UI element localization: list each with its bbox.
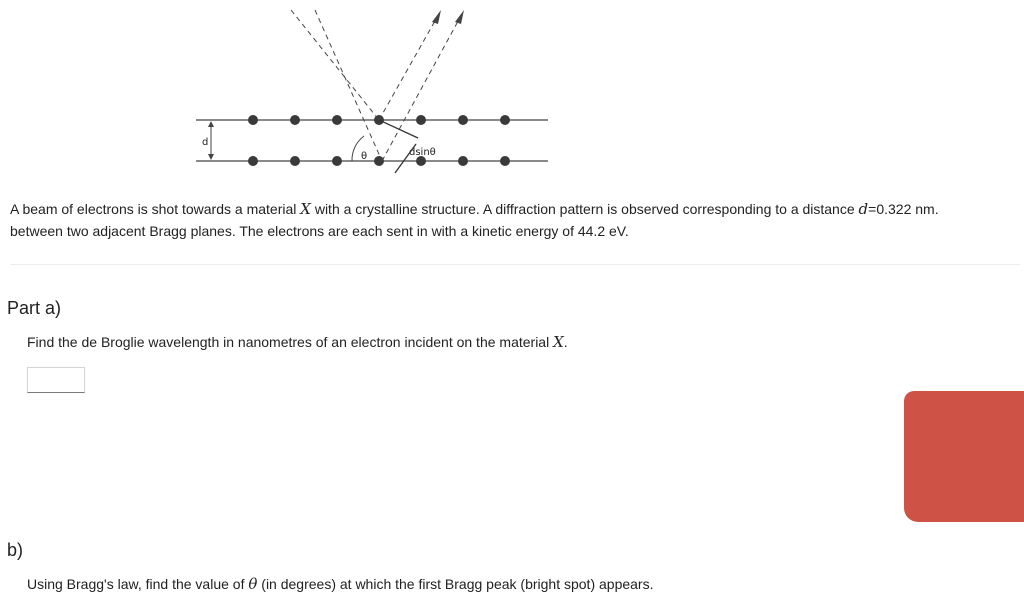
problem-statement — [10, 198, 1020, 242]
variable-x: X — [553, 333, 564, 351]
part-b-question-end: (in degrees) at which the first Bragg peak (bright spot) appears. — [257, 576, 654, 592]
reflected-arrow-2 — [455, 10, 464, 24]
bragg-diffraction-diagram — [0, 0, 1024, 190]
atom — [416, 115, 426, 125]
incident-ray-1 — [291, 10, 379, 120]
part-a-heading: Part a) — [7, 298, 62, 318]
atom — [290, 115, 300, 125]
problem-text-1: A beam of electrons is shot towards a material — [10, 201, 301, 217]
variable-theta: θ — [248, 575, 258, 593]
part-b-question-text: Using Bragg's law, find the value of — [27, 576, 249, 592]
spacing-arrow-up — [208, 121, 214, 127]
reflected-arrow-1 — [432, 10, 441, 24]
atom — [458, 115, 468, 125]
atom — [332, 156, 342, 166]
atom — [248, 156, 258, 166]
part-a-question-text: Find the de Broglie wavelength in nanometres of an electron incident on the material — [27, 334, 554, 350]
part-a-question-end: . — [563, 334, 568, 350]
distance-value: =0.322 nm. — [868, 201, 939, 217]
variable-x: X — [300, 200, 311, 218]
part-a-question — [27, 333, 568, 351]
label-theta: θ — [361, 151, 368, 162]
section-divider — [10, 264, 1020, 265]
label-dsin: dsinθ — [409, 147, 436, 158]
reflected-ray-1 — [379, 12, 440, 120]
part-a-answer-input[interactable] — [27, 367, 85, 393]
reflected-ray-2 — [382, 12, 463, 161]
atom — [290, 156, 300, 166]
incident-ray-2 — [315, 10, 382, 161]
variable-d: d — [858, 200, 869, 218]
redaction-overlay — [904, 391, 1024, 522]
spacing-arrow-down — [208, 154, 214, 160]
part-b-heading: b) — [7, 540, 24, 560]
atom — [500, 156, 510, 166]
atom — [248, 115, 258, 125]
atom — [500, 115, 510, 125]
atom — [332, 115, 342, 125]
path-difference-line-1 — [379, 120, 418, 138]
problem-line-1 — [10, 198, 1020, 220]
label-d: d — [202, 137, 209, 148]
part-b-question — [27, 575, 653, 593]
problem-line-2: between two adjacent Bragg planes. The electrons are each sent in with a kinetic energy of 44.2 eV. — [10, 223, 629, 239]
problem-text-2: with a crystalline structure. A diffraction pattern is observed corresponding to a distance — [310, 201, 859, 217]
atom — [458, 156, 468, 166]
